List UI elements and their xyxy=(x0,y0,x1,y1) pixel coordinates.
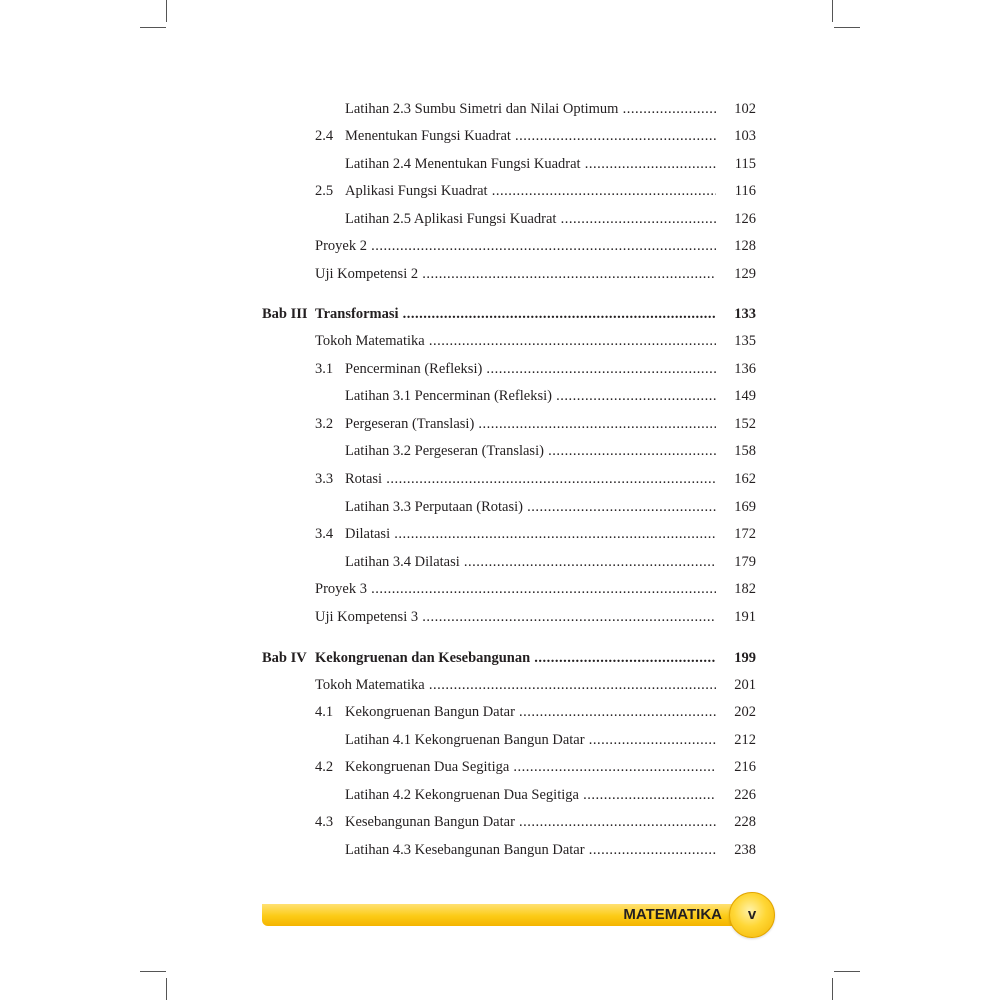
toc-entry-title: Kekongruenan Bangun Datar ..... xyxy=(345,701,716,723)
toc-page-number: 115 xyxy=(734,156,756,172)
toc-entry-row[interactable] xyxy=(0,839,1000,861)
toc-entry-title: Rotasi ..... xyxy=(345,468,716,490)
toc-entry-title: Kekongruenan Dua Segitiga ..... xyxy=(345,756,716,778)
toc-page-number: 212 xyxy=(734,732,756,748)
toc-entry-row[interactable] xyxy=(0,729,1000,751)
toc-entry-title: Latihan 3.1 Pencerminan (Refleksi) ..... xyxy=(345,385,716,407)
toc-entry-row[interactable] xyxy=(0,674,1000,696)
toc-page-number: 152 xyxy=(734,416,756,432)
toc-page-number: 136 xyxy=(734,361,756,377)
toc-page-number: 116 xyxy=(734,183,756,199)
toc-page-number: 103 xyxy=(734,128,756,144)
toc-section-number: 3.1 xyxy=(315,361,334,377)
toc-entry-title: Transformasi ..... xyxy=(315,303,716,325)
toc-entry-title: Pencerminan (Refleksi) ..... xyxy=(345,358,716,380)
toc-entry-row[interactable] xyxy=(0,330,1000,352)
toc-entry-row[interactable] xyxy=(0,235,1000,257)
toc-section-number: 3.2 xyxy=(315,416,334,432)
toc-page-number: 179 xyxy=(734,554,756,570)
toc-entry-row[interactable] xyxy=(0,578,1000,600)
toc-entry-title: Latihan 2.5 Aplikasi Fungsi Kuadrat ..... xyxy=(345,208,716,230)
toc-page-number: 128 xyxy=(734,238,756,254)
toc-entry-title: Latihan 3.4 Dilatasi ..... xyxy=(345,551,716,573)
toc-chapter-number: Bab III xyxy=(262,306,308,322)
toc-entry-title: Latihan 3.3 Perputaan (Rotasi) ..... xyxy=(345,496,716,518)
toc-entry-row[interactable] xyxy=(0,756,1000,778)
toc-page-number: 135 xyxy=(734,333,756,349)
toc-page-number: 169 xyxy=(734,499,756,515)
footer-subject: MATEMATIKA xyxy=(623,906,722,923)
toc-entry-row[interactable] xyxy=(0,523,1000,545)
toc-section-number: 2.5 xyxy=(315,183,334,199)
toc-entry-row[interactable] xyxy=(0,606,1000,628)
toc-page-number: 216 xyxy=(734,759,756,775)
toc-entry-row[interactable] xyxy=(0,784,1000,806)
toc-page-number: 201 xyxy=(734,677,756,693)
toc-entry-title: Latihan 4.2 Kekongruenan Dua Segitiga ..... xyxy=(345,784,716,806)
toc-chapter-row[interactable] xyxy=(0,303,1000,325)
toc-entry-row[interactable] xyxy=(0,208,1000,230)
toc-entry-title: Latihan 4.3 Kesebangunan Bangun Datar ..... xyxy=(345,839,716,861)
toc-section-number: 3.4 xyxy=(315,526,334,542)
toc-entry-title: Latihan 3.2 Pergeseran (Translasi) ..... xyxy=(345,440,716,462)
toc-section-number: 4.2 xyxy=(315,759,334,775)
toc-entry-row[interactable] xyxy=(0,263,1000,285)
toc-page-number: 238 xyxy=(734,842,756,858)
toc-section-number: 4.1 xyxy=(315,704,334,720)
toc-page-number: 182 xyxy=(734,581,756,597)
toc-entry-row[interactable] xyxy=(0,496,1000,518)
toc-entry-title: Uji Kompetensi 3 ..... xyxy=(315,606,716,628)
crop-mark xyxy=(166,978,167,1000)
crop-mark xyxy=(140,971,166,972)
toc-page-number: 172 xyxy=(734,526,756,542)
toc-entry-title: Proyek 3 ..... xyxy=(315,578,716,600)
toc-entry-row[interactable] xyxy=(0,180,1000,202)
toc-entry-row[interactable] xyxy=(0,701,1000,723)
toc-page-number: 129 xyxy=(734,266,756,282)
toc-entry-title: Kekongruenan dan Kesebangunan ..... xyxy=(315,647,716,669)
toc-entry-row[interactable] xyxy=(0,811,1000,833)
toc-chapter-row[interactable] xyxy=(0,647,1000,669)
toc-page-number: 158 xyxy=(734,443,756,459)
toc-entry-row[interactable] xyxy=(0,385,1000,407)
toc-entry-title: Tokoh Matematika ..... xyxy=(315,674,716,696)
toc-chapter-number: Bab IV xyxy=(262,650,307,666)
toc-entry-title: Kesebangunan Bangun Datar ..... xyxy=(345,811,716,833)
toc-page-number: 162 xyxy=(734,471,756,487)
toc-page-number: 126 xyxy=(734,211,756,227)
toc-entry-title: Dilatasi ..... xyxy=(345,523,716,545)
toc-entry-title: Tokoh Matematika ..... xyxy=(315,330,716,352)
toc-entry-title: Menentukan Fungsi Kuadrat ..... xyxy=(345,125,716,147)
toc-entry-title: Latihan 4.1 Kekongruenan Bangun Datar ..... xyxy=(345,729,716,751)
toc-section-number: 4.3 xyxy=(315,814,334,830)
toc-entry-row[interactable] xyxy=(0,98,1000,120)
toc-entry-title: Proyek 2 ..... xyxy=(315,235,716,257)
toc-entry-row[interactable] xyxy=(0,358,1000,380)
toc-entry-title: Aplikasi Fungsi Kuadrat ..... xyxy=(345,180,716,202)
toc-page-number: 202 xyxy=(734,704,756,720)
toc-page-number: 149 xyxy=(734,388,756,404)
toc-entry-title: Uji Kompetensi 2 ..... xyxy=(315,263,716,285)
toc-page-number: 226 xyxy=(734,787,756,803)
toc-entry-row[interactable] xyxy=(0,153,1000,175)
toc-page-number: 133 xyxy=(734,306,756,322)
toc-section-number: 2.4 xyxy=(315,128,334,144)
toc-entry-row[interactable] xyxy=(0,551,1000,573)
toc-entry-row[interactable] xyxy=(0,125,1000,147)
toc-page-number: 102 xyxy=(734,101,756,117)
crop-mark xyxy=(834,971,860,972)
crop-mark xyxy=(832,978,833,1000)
toc-section-number: 3.3 xyxy=(315,471,334,487)
toc-entry-title: Latihan 2.4 Menentukan Fungsi Kuadrat ..... xyxy=(345,153,716,175)
toc-entry-row[interactable] xyxy=(0,468,1000,490)
toc-page-number: 191 xyxy=(734,609,756,625)
toc-entry-row[interactable] xyxy=(0,413,1000,435)
toc-page-number: 199 xyxy=(734,650,756,666)
page-number-badge: v xyxy=(729,892,775,938)
toc-entry-row[interactable] xyxy=(0,440,1000,462)
toc-entry-title: Latihan 2.3 Sumbu Simetri dan Nilai Optimum ..... xyxy=(345,98,716,120)
toc-entry-title: Pergeseran (Translasi) ..... xyxy=(345,413,716,435)
toc-page-number: 228 xyxy=(734,814,756,830)
